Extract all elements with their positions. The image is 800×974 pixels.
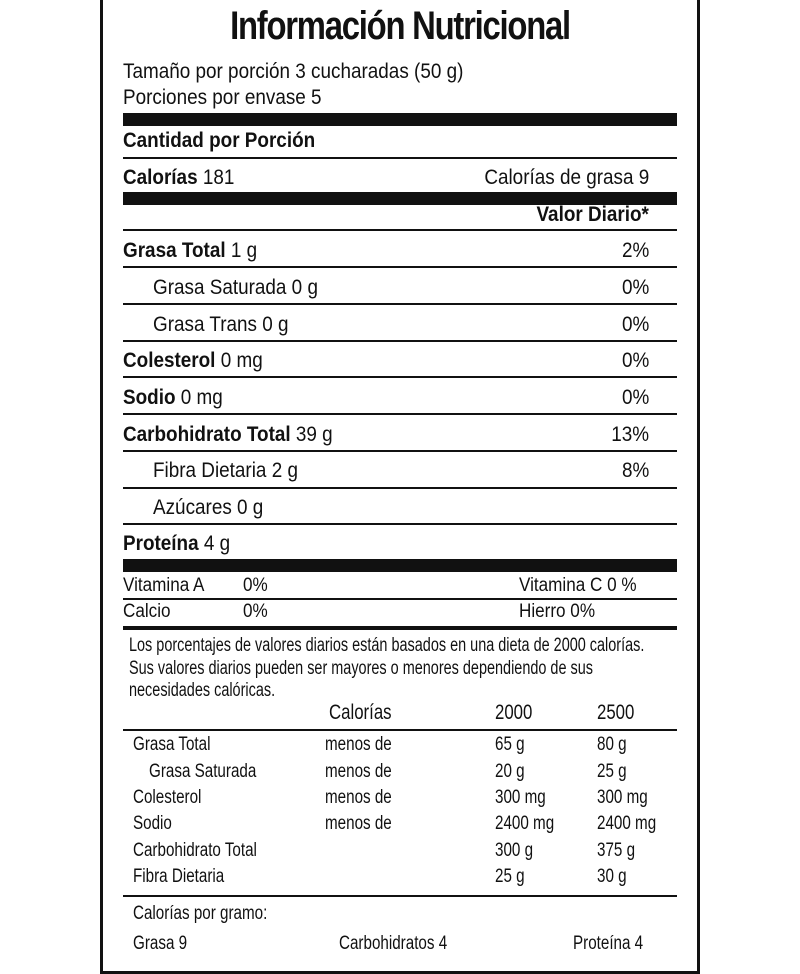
thick-divider: [123, 113, 677, 126]
divider: [123, 487, 677, 489]
footnote-line: necesidades calóricas.: [129, 680, 276, 701]
nutrient-row-trans-fat: Grasa Trans 0 g: [153, 313, 289, 336]
ref-row-2500: 2400 mg: [597, 813, 657, 834]
ref-header-2000: 2000: [495, 701, 533, 724]
divider: [123, 157, 677, 159]
divider: [123, 523, 677, 525]
divider: [123, 303, 677, 305]
nutrient-amount: 4 g: [203, 532, 231, 555]
nutrient-amount: 0 mg: [180, 386, 223, 409]
servings-per-container: Porciones por envase 5: [123, 86, 322, 109]
divider: [123, 266, 677, 268]
nutrient-row-total-fat: [123, 239, 257, 263]
nutrient-row-fiber: Fibra Dietaria 2 g: [153, 459, 298, 482]
ref-row-2500: 80 g: [597, 734, 627, 755]
nutrient-row-protein: [123, 532, 230, 556]
calories-per-gram-protein: Proteína 4: [573, 933, 644, 954]
ref-row-2000: 300 mg: [495, 787, 546, 808]
calcium-label: Calcio: [123, 601, 171, 622]
nutrient-dv: 0%: [621, 349, 649, 372]
ref-row-2000: 2400 mg: [495, 813, 555, 834]
vitamin-a-label: Vitamina A: [123, 575, 205, 596]
calories-per-gram-fat: Grasa 9: [133, 933, 188, 954]
ref-row-2000: 25 g: [495, 866, 525, 887]
ref-row-name: Colesterol: [133, 787, 202, 808]
ref-row-2000: 65 g: [495, 734, 525, 755]
ref-row-name: Grasa Total: [133, 734, 211, 755]
calories-per-gram-title: Calorías por gramo:: [133, 903, 268, 924]
ref-row-qualifier: menos de: [325, 734, 392, 755]
ref-row-name: Fibra Dietaria: [133, 866, 225, 887]
nutrient-label: Grasa Total: [123, 239, 226, 262]
ref-row-name: Carbohidrato Total: [133, 840, 257, 861]
nutrient-label: Sodio: [123, 386, 176, 409]
calories-value: 181: [202, 166, 235, 189]
ref-row-name: Grasa Saturada: [149, 761, 257, 782]
ref-row-2500: 375 g: [597, 840, 636, 861]
ref-row-2500: 25 g: [597, 761, 627, 782]
serving-size: Tamaño por porción 3 cucharadas (50 g): [123, 60, 464, 83]
iron: Hierro 0%: [519, 601, 596, 622]
divider: [123, 340, 677, 342]
calories-label: Calorías: [123, 166, 198, 189]
nutrient-amount: 1 g: [230, 239, 258, 262]
nutrition-facts-label: [100, 0, 700, 974]
divider: [123, 626, 677, 630]
nutrient-dv: 0%: [621, 313, 649, 336]
thick-divider: [123, 559, 677, 572]
ref-row-2000: 20 g: [495, 761, 525, 782]
ref-row-2000: 300 g: [495, 840, 534, 861]
ref-row-qualifier: menos de: [325, 787, 392, 808]
nutrient-label: Carbohidrato Total: [123, 423, 291, 446]
footnote-line: Los porcentajes de valores diarios están basados en una dieta de 2000 calorías.: [129, 635, 645, 656]
daily-value-header: Valor Diario*: [536, 203, 649, 226]
nutrient-amount: 0 mg: [220, 349, 263, 372]
ref-row-2500: 300 mg: [597, 787, 648, 808]
divider: [123, 376, 677, 378]
nutrient-amount: 39 g: [295, 423, 333, 446]
nutrient-label: Proteína: [123, 532, 199, 555]
divider: [123, 598, 677, 600]
ref-row-2500: 30 g: [597, 866, 627, 887]
nutrient-dv: 0%: [621, 386, 649, 409]
calories-row: [123, 166, 234, 190]
ref-row-qualifier: menos de: [325, 813, 392, 834]
divider: [123, 450, 677, 452]
vitamin-c: Vitamina C 0 %: [519, 575, 637, 596]
nutrient-dv: 13%: [611, 423, 649, 446]
calories-from-fat: Calorías de grasa 9: [484, 166, 649, 189]
ref-row-name: Sodio: [133, 813, 172, 834]
nutrient-row-total-carbs: [123, 423, 333, 447]
divider: [123, 413, 677, 415]
amount-per-serving: Cantidad por Porción: [123, 129, 316, 152]
calories-per-gram-carbs: Carbohidratos 4: [339, 933, 448, 954]
nutrient-row-cholesterol: [123, 349, 263, 373]
calcium-value: 0%: [243, 601, 268, 622]
ref-header-calories: Calorías: [329, 701, 392, 724]
ref-header-2500: 2500: [597, 701, 635, 724]
nutrient-label: Colesterol: [123, 349, 216, 372]
nutrient-dv: 8%: [621, 459, 649, 482]
ref-row-qualifier: menos de: [325, 761, 392, 782]
divider: [123, 729, 677, 731]
nutrient-dv: 2%: [621, 239, 649, 262]
footnote-line: Sus valores diarios pueden ser mayores o menores dependiendo de sus: [129, 658, 593, 679]
nutrient-row-saturated-fat: Grasa Saturada 0 g: [153, 276, 318, 299]
nutrient-row-sodium: [123, 386, 223, 410]
divider: [123, 895, 677, 897]
label-title: Información Nutricional: [230, 4, 570, 48]
nutrient-dv: 0%: [621, 276, 649, 299]
vitamin-a-value: 0%: [243, 575, 268, 596]
nutrient-row-sugars: Azúcares 0 g: [153, 496, 264, 519]
divider: [123, 229, 677, 231]
